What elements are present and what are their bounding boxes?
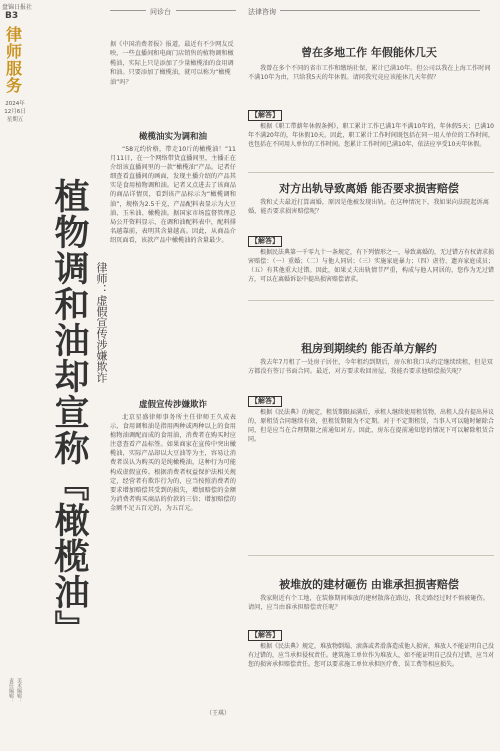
sub-headline: 律师：虚假宣传涉嫌欺诈 [95, 262, 108, 383]
tag-rule-right [176, 10, 236, 11]
column-tag: 问诊台 [150, 8, 171, 16]
answer-badge: 【解答】 [248, 236, 282, 247]
tag-rule-left [110, 10, 146, 11]
masthead: 盘锦日报社 [2, 4, 33, 11]
law-tag: 法律咨询 [248, 8, 276, 16]
answer-badge: 【解答】 [248, 110, 282, 121]
case2-question: 我和丈夫最近打算离婚，原因是他被发现出轨。在这种情况下，我如果向法院起诉离婚，能否要求损害赔偿呢？ [248, 199, 489, 216]
case2-answer: 根据民法典第一千零九十一条规定，有下列情形之一，导致离婚的，无过错方有权请求损害赔偿：（一）重婚；（二）与他人同居；（三）实施家庭暴力；（四）虐待、遗弃家庭成员；（五）有其他重大过错。因此，如果丈夫出轨情节严重，构成与他人同居的，您作为无过错方，可以在离婚诉讼中提出损害赔偿请求。 [248, 249, 495, 283]
article-signature: （王琪） [206, 710, 231, 717]
headline-column [30, 0, 90, 751]
answer-badge: 【解答】 [248, 630, 282, 641]
law-tag-rule [280, 10, 480, 11]
case3-answer: 根据《民法典》的规定，租赁期限届满后，承租人继续使用租赁物，出租人没有提出异议的，原租赁合同继续有效，但租赁期限为不定期。对于不定期租赁，当事人可以随时解除合同，但是应当在合理期限之前通知对方。因此，房东在提前通知您的情况下可以解除租赁合同。 [248, 409, 495, 443]
section2-title: 虚假宣传涉嫌欺诈 [138, 400, 207, 410]
divider [248, 300, 494, 301]
case1-answer: 根据《职工带薪年休假条例》，职工累计工作已满1年不满10年的，年休假5天；已满10年不满20年的，年休假10天。因此，职工累计工作时间既包括在同一用人单位的工作时间，也包括在不同用人单位的工作时间。您累计工作时间已满10年，依法应享受10天年休假。 [248, 123, 494, 148]
divider [248, 172, 494, 173]
case2-title: 对方出轨导致离婚 能否要求损害赔偿 [279, 182, 459, 195]
case1-title: 曾在多地工作 年假能休几天 [301, 46, 437, 59]
answer-badge: 【解答】 [248, 396, 282, 407]
section1-text: “58元约价格，带走10斤的橄榄油！”11月11日，在一个网络带货直播间里，主播正在介绍该直播间里的一款“橄榄油”产品。记者仔细查看直播间的画面，发现主播介绍的产品其实是食用植物调和油。记者又点进去了该商品的商品详情页，看到该产品标示为“橄榄调和油”，规格为2.5千克，产品配料表显示为大豆油、玉米油、橄榄油。据国家市场监督管理总局公开资料显示，在调和油配料表中，配料排名越靠前，表明其含量越高。因此，从商品介绍页面看，该款产品中橄榄油的含量最少。 [110, 146, 236, 244]
section1-title: 橄榄油实为调和油 [138, 132, 207, 142]
page-code: B3 [5, 11, 19, 21]
case3-question: 我去年7月租了一处房子居住，今年租约到期后，房东和我口头约定继续续租，但是双方都没有签订书面合同。最近，对方要求收回房屋，我能否要求他赔偿损失呢？ [248, 359, 493, 376]
left-article [110, 0, 236, 751]
case4-question: 我家附近有个工地，在装修期间堆放的建材散落在路边，我走路经过时不慎被砸伤。请问，应当由谁承担赔偿责任呢？ [248, 595, 489, 612]
section2-text: 北京星盛律师事务所主任律师王久成表示，食用调和油是指用两种或两种以上的食用植物油调配而成的食用油，消费者在购买时应注意查看产品标签。如果商家在宣传中突出橄榄油，实际产品却以大豆油等为主，容易让消费者误认为购买的是纯橄榄油，这种行为可能构成虚假宣传。根据消费者权益保护法相关规定，经营者有欺诈行为的，应当按照消费者的要求增加赔偿其受到的损失，增加赔偿的金额为消费者购买商品的价款的三倍；增加赔偿的金额不足五百元的，为五百元。 [110, 414, 236, 512]
issue-date: 2024年 12月6日 星期五 [4, 101, 26, 123]
case3-title: 租房到期续约 能否单方解约 [301, 342, 437, 355]
section-name: 律师服务 [5, 25, 22, 95]
main-headline: 植物调和油却宣称『橄榄油』 [49, 178, 90, 646]
footer-meta [0, 678, 30, 748]
footer-design: 美术编辑： [16, 678, 22, 703]
article-intro: 据《中国消费者报》报道，最近有不少网友反映，一些直播间和电商门店销售的植物调和橄榄油，实际上只是添加了少量橄榄油的食用调和油。只要添加了橄榄油，就可以称为“橄榄油”吗？ [110, 41, 234, 86]
law-consultation [238, 0, 500, 751]
case4-answer: 根据《民法典》规定，堆放物倒塌、滚落或者滑落造成他人损害，堆放人不能证明自己没有过错的，应当承担侵权责任。建筑施工单位作为堆放人，如不能证明自己没有过错，应当对您的损害承担赔偿责任。您可以要求施工单位承担医疗费、误工费等相应损失。 [248, 643, 495, 668]
case4-title: 被堆放的建材砸伤 由谁承担损害赔偿 [279, 578, 459, 591]
footer-editor: 责任编辑： [8, 678, 14, 703]
side-strip [0, 0, 33, 751]
case1-question: 我曾在多个不同的省市工作和缴纳社保，累计已满10年。但公司以我在上海工作时间不满10年为由，只给我5天的年休假。请问我究竟应该能休几天年假？ [248, 65, 491, 82]
divider [248, 555, 494, 556]
